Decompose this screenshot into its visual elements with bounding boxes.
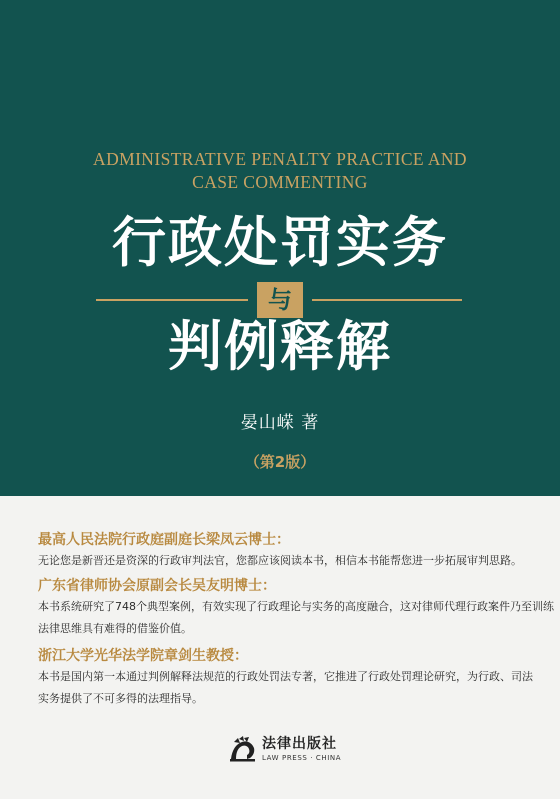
- review-block: [38, 530, 538, 572]
- review-text: [38, 596, 554, 640]
- review-heading: 浙江大学光华法学院章剑生教授：: [38, 648, 248, 664]
- review-line: 实务提供了不可多得的法理指导。: [38, 692, 203, 705]
- review-heading: 最高人民法院行政庭副庭长梁凤云博士：: [38, 532, 290, 548]
- title-divider-left: [96, 299, 248, 301]
- english-title-line: ADMINISTRATIVE PENALTY PRACTICE AND: [93, 149, 467, 169]
- review-text: [38, 550, 538, 572]
- publisher-emblem-icon: [228, 735, 258, 763]
- review-line: 本书系统研究了748个典型案例，有效实现了行政理论与实务的高度融合，这对律师代理行政案件乃至训练: [38, 600, 554, 613]
- review-block: [38, 646, 538, 710]
- chinese-title-line2: 判例释解: [168, 314, 392, 378]
- review-text: [38, 666, 538, 710]
- english-title: [0, 148, 560, 194]
- publisher-name: 法律出版社: [262, 736, 337, 752]
- review-heading: 广东省律师协会原副会长吴友明博士：: [38, 578, 276, 594]
- publisher-english: LAW PRESS · CHINA: [262, 754, 342, 762]
- edition-label: （第2版）: [244, 453, 316, 471]
- title-divider-right: [312, 299, 462, 301]
- english-title-line: CASE COMMENTING: [192, 172, 368, 192]
- publisher-logo: [228, 733, 348, 769]
- review-line: 本书是国内第一本通过判例解释法规范的行政处罚法专著，它推进了行政处罚理论研究，为行政、司法: [38, 670, 533, 683]
- review-line: 无论您是新晋还是资深的行政审判法官，您都应该阅读本书，相信本书能帮您进一步拓展审判思路。: [38, 554, 522, 567]
- author: 晏山嵘 著: [240, 413, 320, 433]
- review-line: 法律思维具有难得的借鉴价值。: [38, 622, 192, 635]
- chinese-title-line1: 行政处罚实务: [112, 210, 448, 274]
- title-connector: 与: [257, 282, 303, 318]
- review-block: [38, 576, 554, 640]
